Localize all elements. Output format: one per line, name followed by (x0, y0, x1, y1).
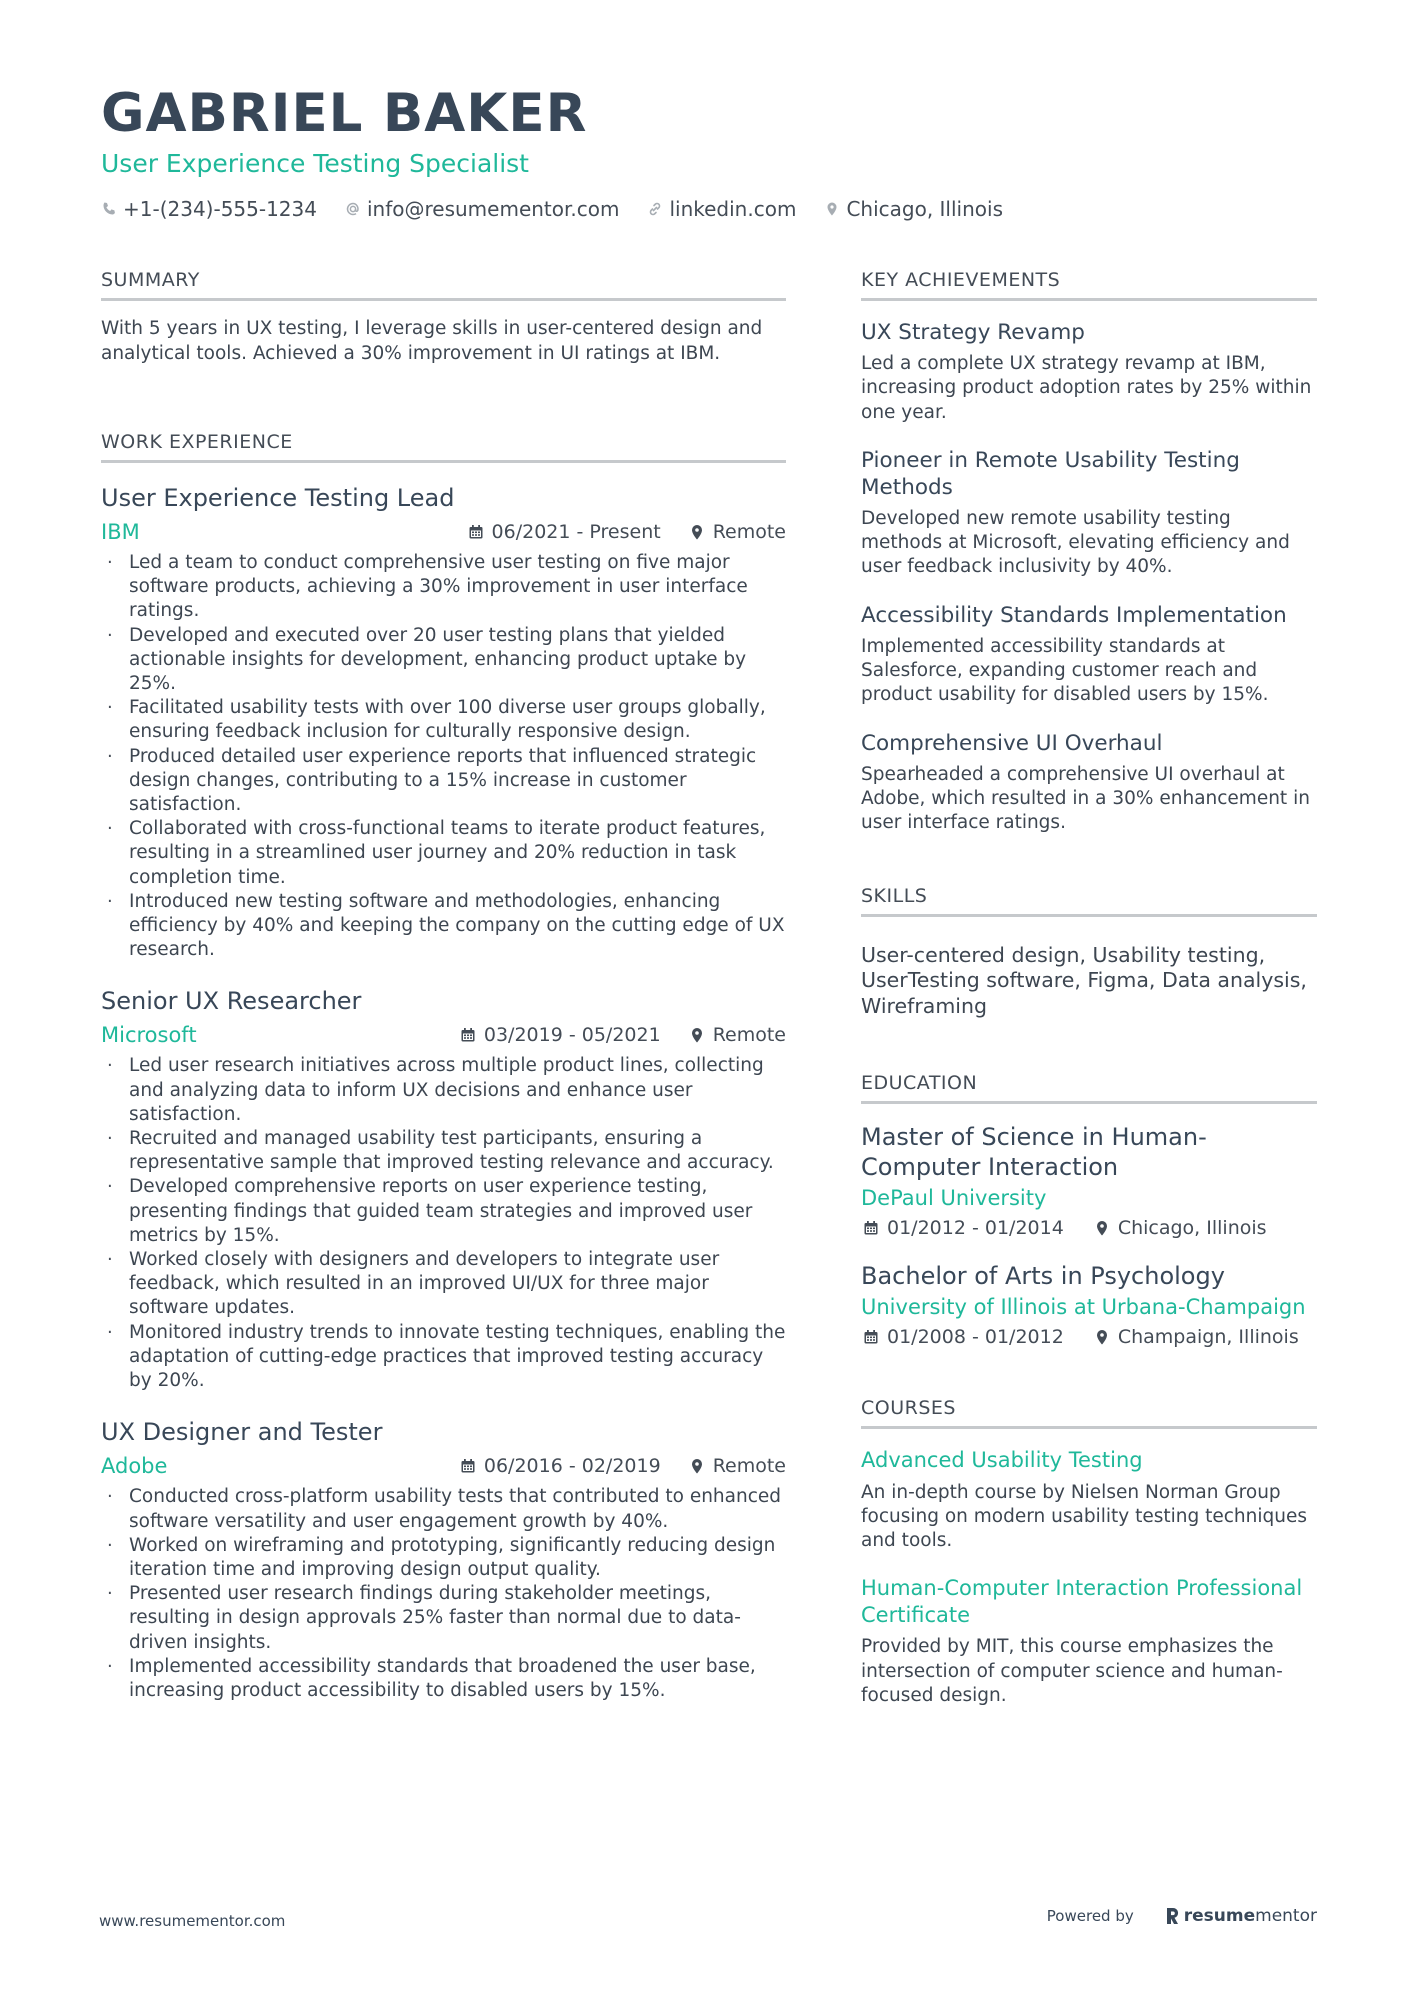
contact-phone[interactable] (101, 197, 317, 221)
education-meta (861, 1326, 1317, 1348)
course-title: Advanced Usability Testing (861, 1448, 1143, 1473)
calendar-icon (460, 1027, 476, 1043)
job-title: User Experience Testing Lead (101, 484, 455, 512)
job-bullets (101, 1054, 786, 1393)
job-title: UX Designer and Tester (101, 1418, 383, 1447)
job-entry (101, 986, 786, 1393)
bullet-item: · Introduced new testing software and methodologies, enhancing efficiency by 40% and keeping the company on the cutting edge of UX research. (101, 890, 786, 963)
section-heading: EDUCATION (861, 1071, 1317, 1104)
job-bullets (101, 551, 786, 962)
phone-icon (101, 201, 117, 217)
job-meta (101, 519, 786, 545)
email-text: info@resumementor.com (366, 197, 620, 221)
achievement-item (861, 730, 1317, 836)
map-pin-icon (689, 1458, 705, 1474)
bullet-item: · Implemented accessibility standards that broadened the user base, increasing product accessibility to disabled users by 15%. (101, 1655, 786, 1703)
skills-section (861, 884, 1317, 1020)
education-item (861, 1261, 1317, 1348)
job-meta (101, 1453, 786, 1479)
education-location (1092, 1326, 1299, 1348)
job-location (689, 1024, 786, 1046)
bullet-item: · Developed and executed over 20 user testing plans that yielded actionable insights for development, enhancing product uptake by 25%. (101, 624, 786, 697)
calendar-icon (460, 1458, 476, 1474)
job-location (689, 521, 786, 543)
bullet-item: · Led user research initiatives across multiple product lines, collecting and analyzing data to inform UX decisions and enhance user satisfaction. (101, 1054, 786, 1127)
achievement-desc: Spearheaded a comprehensive UI overhaul at Adobe, which resulted in a 30% enhancement in user interface ratings. (861, 763, 1310, 834)
bullet-item: · Conducted cross-platform usability tests that contributed to enhanced software versatility and user engagement growth by 40%. (101, 1485, 786, 1533)
school-name: University of Illinois at Urbana-Champaign (861, 1295, 1306, 1320)
bullet-item: · Led a team to conduct comprehensive user testing on five major software products, achieving a 30% improvement in user interface ratings. (101, 551, 786, 624)
school-name: DePaul University (861, 1186, 1047, 1211)
linkedin-text: linkedin.com (669, 197, 797, 221)
section-heading: SUMMARY (101, 268, 786, 301)
calendar-icon (468, 524, 484, 540)
job-bullets (101, 1485, 786, 1703)
brand-logo[interactable] (1164, 1906, 1317, 1926)
dates-text: 06/2021 - Present (491, 521, 661, 543)
job-meta-right (468, 521, 786, 543)
location-text: Remote (712, 1024, 786, 1047)
bullet-item: · Facilitated usability tests with over 100 diverse user groups globally, ensuring feedback inclusion for culturally responsive design. (101, 696, 786, 744)
job-meta-right (460, 1024, 786, 1046)
achievements-section (861, 268, 1317, 836)
education-location (1092, 1217, 1267, 1239)
experience-section (101, 430, 786, 1703)
skills-text: User-centered design, Usability testing, UserTesting software, Figma, Data analysis, Wireframing (861, 942, 1307, 1018)
achievement-title: UX Strategy Revamp (861, 320, 1085, 345)
contact-location (824, 197, 1003, 221)
phone-text: +1-(234)-555-1234 (123, 197, 317, 221)
brand-name-bold: resume (1183, 1906, 1256, 1926)
calendar-icon (863, 1329, 879, 1345)
education-dates (861, 1217, 1064, 1239)
degree-title: Bachelor of Arts in Psychology (861, 1262, 1225, 1291)
section-heading: KEY ACHIEVEMENTS (861, 268, 1317, 301)
contact-linkedin[interactable] (647, 197, 796, 221)
bullet-item: · Monitored industry trends to innovate testing techniques, enabling the adaptation of cutting-edge practices that improved testing accuracy by 20%. (101, 1321, 786, 1394)
candidate-title: User Experience Testing Specialist (101, 149, 529, 178)
footer-website[interactable]: www.resumementor.com (99, 1912, 286, 1930)
link-icon (647, 201, 663, 217)
education-dates (861, 1326, 1064, 1348)
course-item (861, 1575, 1317, 1708)
footer-branding (1047, 1906, 1317, 1926)
section-heading: COURSES (861, 1396, 1317, 1429)
location-text: Remote (712, 521, 786, 543)
contact-email[interactable] (345, 197, 619, 221)
brand-name-light: mentor (1255, 1906, 1317, 1926)
degree-title: Master of Science in Human-Computer Interaction (861, 1123, 1207, 1182)
achievement-desc: Implemented accessibility standards at Salesforce, expanding customer reach and product usability for disabled users by 15%. (861, 635, 1269, 706)
dates-text: 06/2016 - 02/2019 (483, 1455, 661, 1478)
section-heading: SKILLS (861, 884, 1317, 917)
map-pin-icon (1094, 1220, 1110, 1236)
resumementor-logo-icon (1164, 1906, 1180, 1926)
right-column (861, 268, 1317, 1708)
map-pin-icon (689, 1027, 705, 1043)
job-entry (101, 1417, 786, 1703)
achievement-title: Accessibility Standards Implementation (861, 602, 1287, 628)
location-text: Chicago, Illinois (846, 197, 1003, 221)
achievement-title: Pioneer in Remote Usability Testing Methods (861, 447, 1240, 500)
at-sign-icon (345, 201, 361, 217)
summary-text: With 5 years in UX testing, I leverage skills in user-centered design and analytical tools. Achieved a 30% improvement in UI ratings at IBM. (101, 318, 763, 364)
job-dates (468, 521, 661, 543)
achievement-desc: Developed new remote usability testing methods at Microsoft, elevating efficiency and user feedback inclusivity by 40%. (861, 507, 1290, 578)
achievement-item (861, 447, 1317, 580)
candidate-name: GABRIEL BAKER (101, 83, 588, 144)
achievement-item (861, 602, 1317, 708)
achievement-desc: Led a complete UX strategy revamp at IBM, increasing product adoption rates by 25% within one year. (861, 353, 1312, 423)
bullet-item: · Worked on wireframing and prototyping, significantly reducing design iteration time and improving design output quality. (101, 1534, 786, 1582)
job-dates (460, 1455, 661, 1477)
job-location (689, 1455, 786, 1477)
course-desc: An in-depth course by Nielsen Norman Group focusing on modern usability testing techniques and tools. (861, 1481, 1307, 1552)
contact-row (101, 197, 1321, 221)
map-pin-icon (689, 524, 705, 540)
dates-text: 01/2012 - 01/2014 (887, 1217, 1064, 1240)
job-dates (460, 1024, 661, 1046)
achievement-item (861, 319, 1317, 425)
achievement-title: Comprehensive UI Overhaul (861, 730, 1163, 756)
course-title: Human-Computer Interaction Professional Certificate (861, 1576, 1303, 1627)
job-title: Senior UX Researcher (101, 987, 362, 1016)
course-item (861, 1447, 1317, 1553)
summary-section (101, 268, 786, 366)
course-desc: Provided by MIT, this course emphasizes the intersection of computer science and human-focused design. (861, 1636, 1283, 1707)
courses-section (861, 1396, 1317, 1708)
job-meta (101, 1022, 786, 1048)
left-column (101, 268, 786, 1703)
location-text: Chicago, Illinois (1117, 1217, 1267, 1240)
company-name: Adobe (101, 1454, 168, 1479)
company-name: IBM (101, 520, 140, 544)
map-pin-icon (824, 201, 840, 217)
job-entry (101, 483, 786, 962)
bullet-item: · Developed comprehensive reports on user experience testing, presenting findings that guided team strategies and improved user metrics by 15%. (101, 1175, 786, 1248)
bullet-item: · Presented user research findings during stakeholder meetings, resulting in design approvals 25% faster than normal due to data-driven insights. (101, 1582, 786, 1655)
bullet-item: · Worked closely with designers and developers to integrate user feedback, which resulted in an improved UI/UX for three major software updates. (101, 1248, 786, 1321)
education-item (861, 1122, 1317, 1239)
location-text: Remote (712, 1455, 786, 1478)
dates-text: 01/2008 - 01/2012 (887, 1326, 1064, 1349)
bullet-item: · Collaborated with cross-functional teams to iterate product features, resulting in a streamlined user journey and 20% reduction in task completion time. (101, 817, 786, 890)
resume-header (101, 82, 1321, 221)
education-meta (861, 1217, 1317, 1239)
powered-by-label: Powered by (1046, 1907, 1134, 1925)
calendar-icon (863, 1220, 879, 1236)
bullet-item: · Produced detailed user experience reports that influenced strategic design changes, contributing to a 15% increase in customer satisfaction. (101, 745, 786, 818)
company-name: Microsoft (101, 1023, 197, 1048)
education-section (861, 1071, 1317, 1348)
dates-text: 03/2019 - 05/2021 (483, 1024, 661, 1047)
job-meta-right (460, 1455, 786, 1477)
bullet-item: · Recruited and managed usability test participants, ensuring a representative sample that improved testing relevance and accuracy. (101, 1127, 786, 1175)
map-pin-icon (1094, 1329, 1110, 1345)
section-heading: WORK EXPERIENCE (101, 430, 786, 463)
location-text: Champaign, Illinois (1117, 1326, 1299, 1349)
